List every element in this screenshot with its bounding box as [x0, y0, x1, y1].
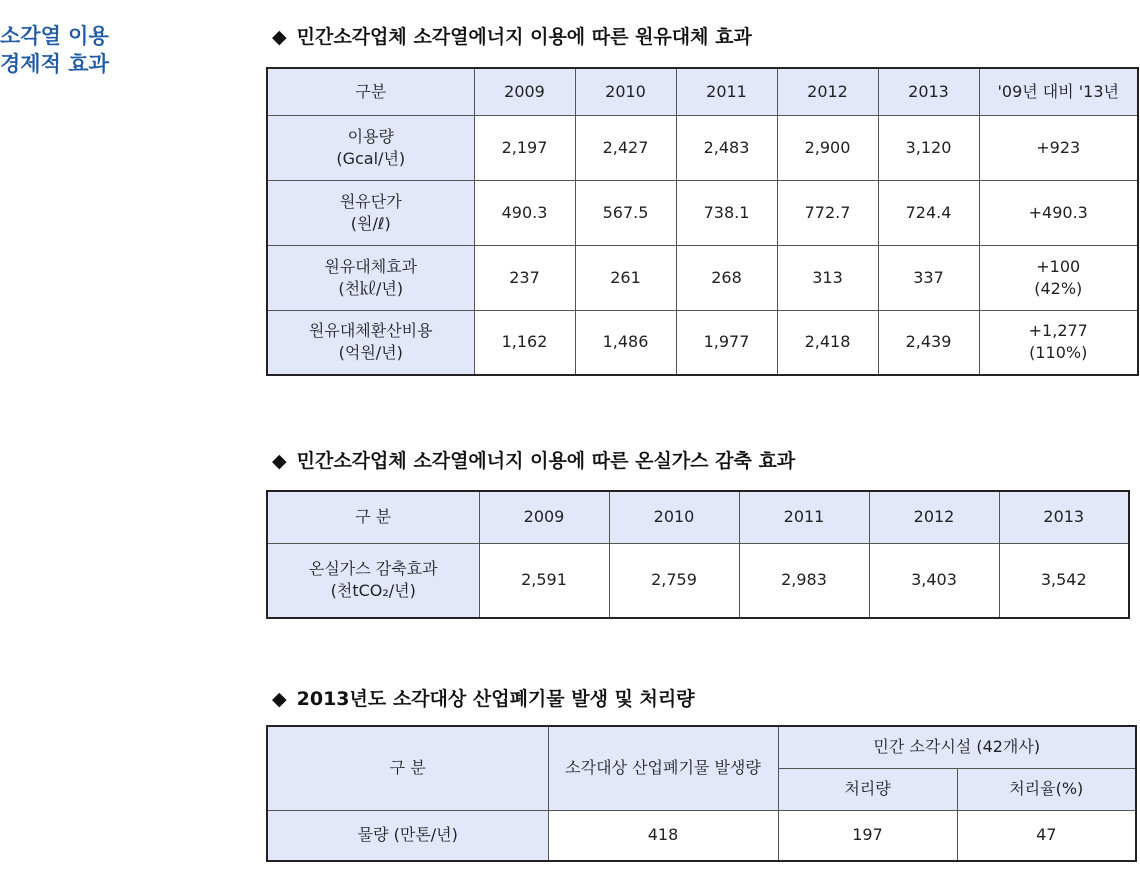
- table-cell: 1,162: [474, 310, 575, 375]
- table-header-row: [267, 726, 1136, 768]
- section1-heading: [272, 22, 752, 49]
- header-cell: 2013: [878, 68, 979, 115]
- table-row: [267, 310, 1138, 375]
- table-cell: 2,427: [575, 115, 676, 180]
- table-cell: 490.3: [474, 180, 575, 245]
- header-cell: 소각대상 산업폐기물 발생량: [548, 726, 778, 810]
- table-cell: 2,197: [474, 115, 575, 180]
- diamond-bullet-icon: ◆: [272, 688, 287, 710]
- table-cell: 2,483: [676, 115, 777, 180]
- diamond-bullet-icon: ◆: [272, 450, 287, 472]
- header-cell: 2012: [777, 68, 878, 115]
- header-cell: 2009: [479, 491, 609, 543]
- header-cell: 처리율(%): [957, 768, 1136, 810]
- table-cell: 2,983: [739, 543, 869, 618]
- crude-oil-substitution-table: [266, 67, 1139, 376]
- table-row: [267, 543, 1129, 618]
- header-cell: 처리량: [778, 768, 957, 810]
- table-cell: 1,977: [676, 310, 777, 375]
- table-cell: 47: [957, 810, 1136, 861]
- side-title-line-2: 경제적 효과: [0, 52, 109, 76]
- industrial-waste-table: [266, 725, 1137, 862]
- table-cell: 2,900: [777, 115, 878, 180]
- change-cell: +100 (42%): [979, 245, 1138, 310]
- change-cell: +490.3: [979, 180, 1138, 245]
- table-cell: 337: [878, 245, 979, 310]
- table-cell: 3,403: [869, 543, 999, 618]
- ghg-reduction-table: [266, 490, 1130, 619]
- section3-heading-text: 2013년도 소각대상 산업폐기물 발생 및 처리량: [296, 688, 695, 710]
- table-cell: 3,542: [999, 543, 1129, 618]
- table-cell: 2,591: [479, 543, 609, 618]
- side-title: [0, 22, 109, 78]
- header-cell: 2009: [474, 68, 575, 115]
- section1-heading-text: 민간소각업체 소각열에너지 이용에 따른 원유대체 효과: [296, 26, 752, 48]
- row-label: 원유단가 (원/ℓ): [267, 180, 474, 245]
- table-row: [267, 180, 1138, 245]
- table-cell: 2,439: [878, 310, 979, 375]
- table-cell: 3,120: [878, 115, 979, 180]
- table-cell: 772.7: [777, 180, 878, 245]
- table-header-row: [267, 491, 1129, 543]
- row-label: 물량 (만톤/년): [267, 810, 548, 861]
- header-cell: 구 분: [267, 726, 548, 810]
- table-cell: 567.5: [575, 180, 676, 245]
- change-cell: +923: [979, 115, 1138, 180]
- header-cell: '09년 대비 '13년: [979, 68, 1138, 115]
- diamond-bullet-icon: ◆: [272, 26, 287, 48]
- header-cell: 2012: [869, 491, 999, 543]
- header-cell: 2011: [739, 491, 869, 543]
- header-cell: 2011: [676, 68, 777, 115]
- header-cell: 2010: [575, 68, 676, 115]
- table-cell: 313: [777, 245, 878, 310]
- table-cell: 197: [778, 810, 957, 861]
- section2-heading: [272, 446, 795, 473]
- table-row: [267, 115, 1138, 180]
- side-title-line-1: 소각열 이용: [0, 24, 109, 48]
- row-label: 이용량 (Gcal/년): [267, 115, 474, 180]
- table-cell: 724.4: [878, 180, 979, 245]
- table-header-row: [267, 68, 1138, 115]
- table-cell: 738.1: [676, 180, 777, 245]
- table-cell: 268: [676, 245, 777, 310]
- section2-heading-text: 민간소각업체 소각열에너지 이용에 따른 온실가스 감축 효과: [296, 450, 796, 472]
- header-cell: 구분: [267, 68, 474, 115]
- row-label: 원유대체환산비용 (억원/년): [267, 310, 474, 375]
- row-label: 원유대체효과 (천㎘/년): [267, 245, 474, 310]
- table-cell: 1,486: [575, 310, 676, 375]
- section3-heading: [272, 684, 695, 711]
- table-cell: 261: [575, 245, 676, 310]
- table-cell: 2,418: [777, 310, 878, 375]
- change-cell: +1,277 (110%): [979, 310, 1138, 375]
- table-cell: 2,759: [609, 543, 739, 618]
- table-cell: 418: [548, 810, 778, 861]
- row-label: 온실가스 감축효과 (천tCO₂/년): [267, 543, 479, 618]
- header-cell: 2013: [999, 491, 1129, 543]
- header-cell: 구 분: [267, 491, 479, 543]
- table-cell: 237: [474, 245, 575, 310]
- header-cell: 민간 소각시설 (42개사): [778, 726, 1136, 768]
- table-row: [267, 810, 1136, 861]
- header-cell: 2010: [609, 491, 739, 543]
- table-row: [267, 245, 1138, 310]
